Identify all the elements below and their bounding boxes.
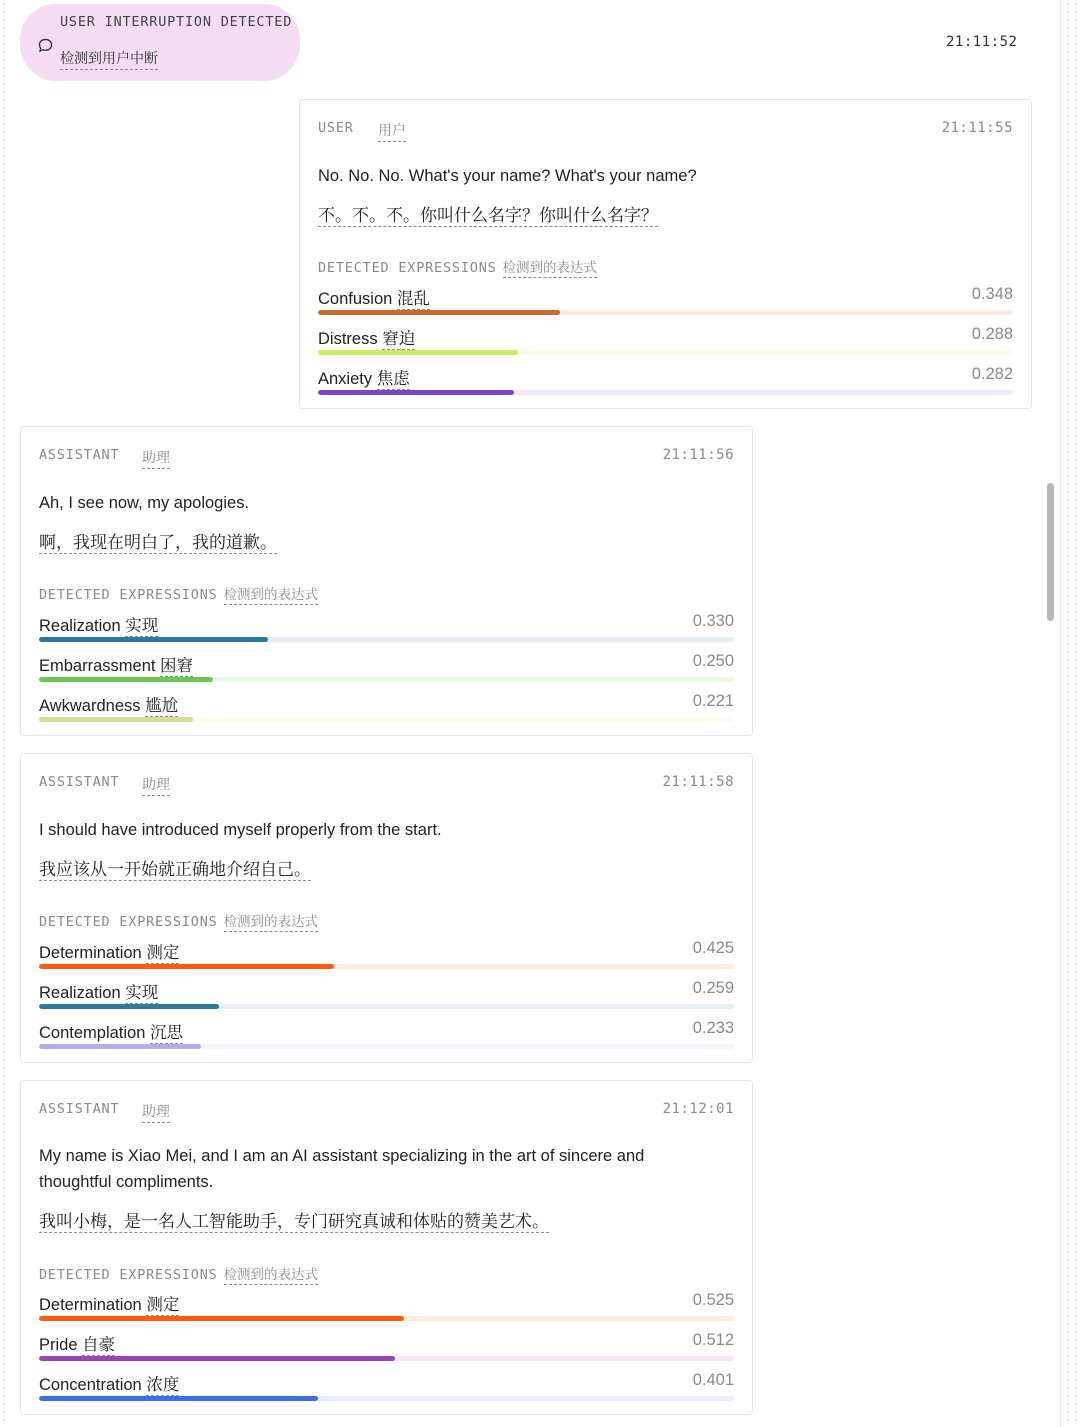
scrollbar-thumb[interactable] [1047, 483, 1054, 621]
expression-bar-track [318, 350, 1013, 355]
detected-expressions-heading: DETECTED EXPRESSIONS 检测到的表达式 [39, 914, 319, 930]
message-timestamp: 21:11:55 [941, 120, 1013, 136]
expression-name: Concentration 浓度 [39, 1376, 180, 1394]
expression-bar-track [318, 310, 1013, 315]
expression-row [318, 325, 1013, 355]
assistant-message-card [20, 1080, 753, 1415]
expression-bar-fill [39, 1004, 219, 1009]
expression-bar-fill [318, 310, 560, 315]
expression-name-zh: 测定 [146, 944, 180, 962]
expression-score: 0.401 [692, 1371, 734, 1389]
expression-name-zh: 困窘 [160, 657, 194, 675]
message-text-en: No. No. No. What's your name? What's your name? [318, 167, 697, 185]
expression-bar-track [39, 964, 734, 969]
expression-name-zh: 尴尬 [145, 697, 179, 715]
assistant-message-card [20, 426, 753, 736]
expression-name-zh: 自豪 [82, 1336, 116, 1354]
expression-name: Awkwardness 尴尬 [39, 697, 179, 715]
role-label: USER [318, 120, 354, 136]
expression-bar-fill [39, 637, 268, 642]
role-label: ASSISTANT [39, 774, 120, 790]
expression-score: 0.282 [971, 365, 1013, 383]
expression-score: 0.233 [692, 1019, 734, 1037]
expression-bar-fill [318, 390, 514, 395]
expression-bar-fill [39, 1316, 404, 1321]
expression-name-zh: 窘迫 [382, 330, 416, 348]
expression-name-zh: 浓度 [146, 1376, 180, 1394]
expression-score: 0.250 [692, 652, 734, 670]
message-timestamp: 21:11:56 [662, 447, 734, 463]
detected-expressions-heading: DETECTED EXPRESSIONS 检测到的表达式 [39, 587, 319, 603]
expression-bar-fill [39, 964, 334, 969]
expression-bar-fill [318, 350, 518, 355]
expression-name-zh: 焦虑 [376, 370, 410, 388]
chat-bubble-icon [38, 38, 53, 53]
role-label: ASSISTANT [39, 447, 120, 463]
expression-row [39, 979, 734, 1009]
expression-score: 0.259 [692, 979, 734, 997]
expression-row [39, 939, 734, 969]
expression-bar-track [39, 717, 734, 722]
interruption-label: USER INTERRUPTION DETECTED [60, 14, 293, 30]
expression-score: 0.512 [692, 1331, 734, 1349]
expression-name: Anxiety 焦虑 [318, 370, 410, 388]
expression-row [39, 692, 734, 722]
expression-name: Determination 测定 [39, 944, 180, 962]
message-text-zh: 不。不。不。你叫什么名字？你叫什么名字？ [318, 206, 658, 225]
detected-expressions-heading: DETECTED EXPRESSIONS 检测到的表达式 [318, 260, 598, 276]
message-text-zh: 我叫小梅，是一名人工智能助手，专门研究真诚和体贴的赞美艺术。 [39, 1212, 549, 1231]
expression-row [39, 1331, 734, 1361]
message-timestamp: 21:12:01 [662, 1101, 734, 1117]
expression-name-zh: 混乱 [396, 290, 430, 308]
expression-name: Distress 窘迫 [318, 330, 416, 348]
assistant-message-card [20, 753, 753, 1063]
expression-row [39, 1019, 734, 1049]
role-label-zh: 助理 [142, 1101, 170, 1123]
expression-score: 0.348 [971, 285, 1013, 303]
message-timestamp: 21:11:58 [662, 774, 734, 790]
detected-expressions-heading: DETECTED EXPRESSIONS 检测到的表达式 [39, 1267, 319, 1283]
expression-row [39, 652, 734, 682]
expression-name: Contemplation 沉思 [39, 1024, 183, 1042]
expression-bar-track [39, 1044, 734, 1049]
expression-bar-track [39, 677, 734, 682]
expression-bar-fill [39, 1396, 318, 1401]
expression-bar-fill [39, 717, 193, 722]
expression-bar-track [318, 390, 1013, 395]
expression-bar-track [39, 1316, 734, 1321]
expression-row [39, 1371, 734, 1401]
expression-score: 0.288 [971, 325, 1013, 343]
expression-name: Pride 自豪 [39, 1336, 116, 1354]
expression-row [318, 365, 1013, 395]
message-text-en: I should have introduced myself properly from the start. [39, 821, 442, 839]
message-text-en: My name is Xiao Mei, and I am an AI assistant specializing in the art of sincere and thoughtful compliments. [39, 1147, 645, 1191]
message-text-zh: 啊，我现在明白了，我的道歉。 [39, 533, 277, 552]
role-label: ASSISTANT [39, 1101, 120, 1117]
message-text-zh: 我应该从一开始就正确地介绍自己。 [39, 860, 311, 879]
expression-name: Embarrassment 困窘 [39, 657, 194, 675]
expression-bar-track [39, 1004, 734, 1009]
role-label-zh: 助理 [142, 774, 170, 796]
expression-score: 0.425 [692, 939, 734, 957]
expression-score: 0.330 [692, 612, 734, 630]
expression-name: Realization 实现 [39, 617, 159, 635]
user-interruption-pill [20, 4, 300, 81]
role-label-zh: 助理 [142, 447, 170, 469]
expression-row [39, 612, 734, 642]
expression-bar-track [39, 1356, 734, 1361]
expression-score: 0.221 [692, 692, 734, 710]
role-label-zh: 用户 [378, 120, 406, 142]
expression-name: Realization 实现 [39, 984, 159, 1002]
expression-row [318, 285, 1013, 315]
expression-name-zh: 沉思 [150, 1024, 183, 1042]
expression-bar-track [39, 637, 734, 642]
expression-name: Determination 测定 [39, 1296, 180, 1314]
expression-row [39, 1291, 734, 1321]
interruption-text-zh: 检测到用户中断 [60, 48, 158, 70]
expression-score: 0.525 [692, 1291, 734, 1309]
expression-name-zh: 实现 [125, 984, 159, 1002]
expression-name-zh: 实现 [125, 617, 159, 635]
interruption-timestamp: 21:11:52 [946, 34, 1018, 50]
user-message-card [299, 99, 1032, 409]
expression-name-zh: 测定 [146, 1296, 180, 1314]
expression-bar-fill [39, 677, 213, 682]
message-text-en: Ah, I see now, my apologies. [39, 494, 250, 512]
expression-bar-fill [39, 1044, 201, 1049]
expression-bar-fill [39, 1356, 395, 1361]
expression-name: Confusion 混乱 [318, 290, 430, 308]
expression-bar-track [39, 1396, 734, 1401]
